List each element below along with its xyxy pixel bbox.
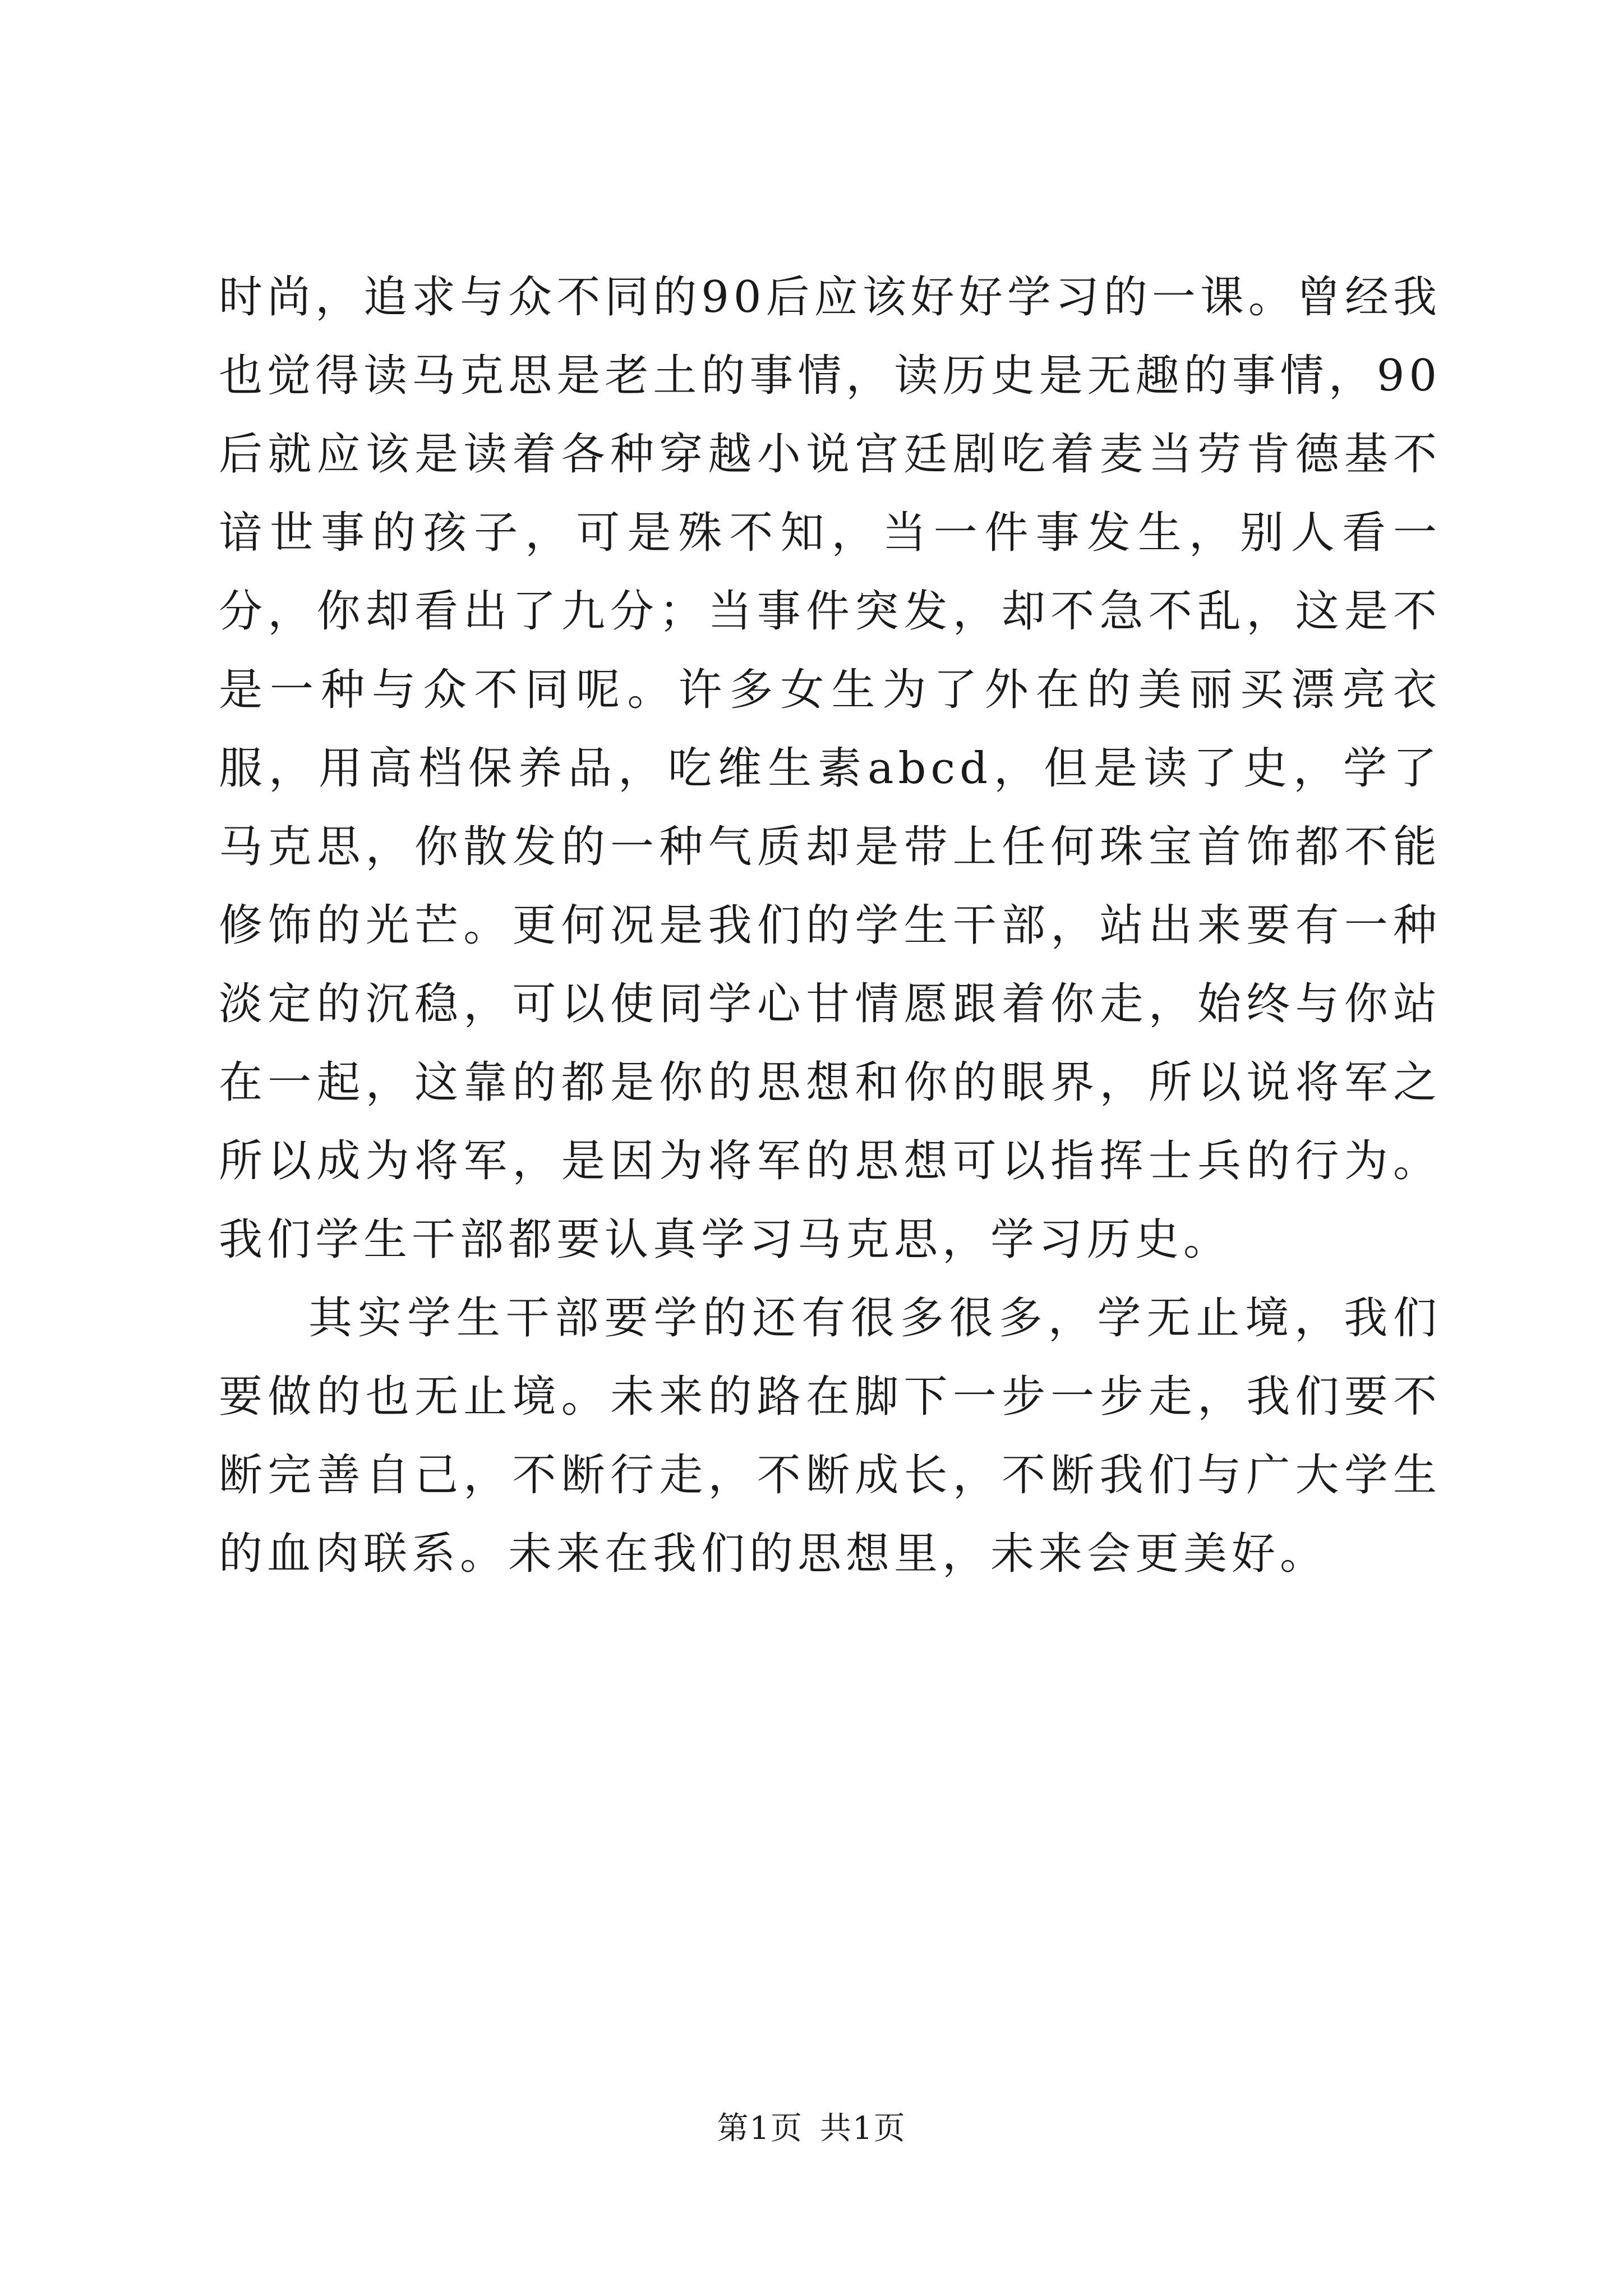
page-number: 第1页 bbox=[717, 2110, 803, 2147]
paragraph: 其实学生干部要学的还有很多很多，学无止境，我们要做的也无止境。未来的路在脚下一步一步走，我们要不断完善自己，不断行走，不断成长，不断我们与广大学生的血肉联系。未来在我们的思想里，未来会更美好。 bbox=[219, 1293, 1441, 1579]
page-footer bbox=[0, 2106, 1623, 2151]
page-total: 共1页 bbox=[820, 2110, 906, 2147]
document-body bbox=[219, 258, 1441, 1593]
paragraph: 时尚，追求与众不同的90后应该好好学习的一课。曾经我也觉得读马克思是老土的事情，读历史是无趣的事情，90后就应该是读着各种穿越小说宫廷剧吃着麦当劳肯德基不谙世事的孩子，可是殊不知，当一件事发生，别人看一分，你却看出了九分；当事件突发，却不急不乱，这是不是一种与众不同呢。许多女生为了外在的美丽买漂亮衣服，用高档保养品，吃维生素abcd，但是读了史，学了马克思，你散发的一种气质却是带上任何珠宝首饰都不能修饰的光芒。更何况是我们的学生干部，站出来要有一种淡定的沉稳，可以使同学心甘情愿跟着你走，始终与你站在一起，这靠的都是你的思想和你的眼界，所以说将军之所以成为将军，是因为将军的思想可以指挥士兵的行为。我们学生干部都要认真学习马克思，学习历史。 bbox=[219, 272, 1441, 1265]
